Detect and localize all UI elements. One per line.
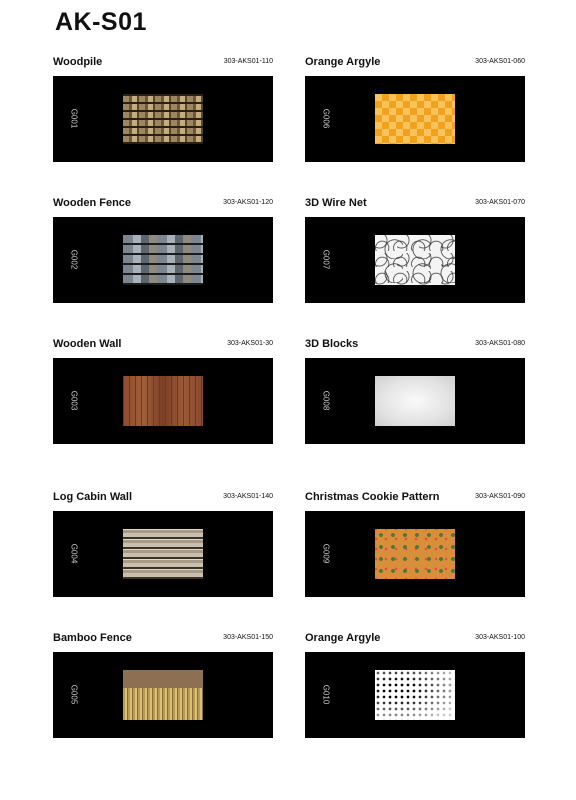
halftone-texture [375, 670, 455, 720]
g-code: G005 [69, 684, 79, 705]
swatch-code: 303-AKS01-100 [475, 634, 525, 641]
swatch-name: Log Cabin Wall [53, 491, 133, 503]
swatch-name: Christmas Cookie Pattern [305, 491, 440, 503]
swatch-name: Wooden Fence [53, 197, 132, 209]
swatch-panel [305, 76, 525, 162]
orange-argyle-texture [375, 94, 455, 144]
blocks-texture [375, 376, 455, 426]
g-code: G007 [321, 249, 331, 270]
swatch-code: 303-AKS01-150 [223, 634, 273, 641]
wire-net-texture [375, 235, 455, 285]
swatch-panel [305, 652, 525, 738]
swatch-code: 303-AKS01-120 [223, 199, 273, 206]
g-code: G003 [69, 390, 79, 411]
swatch-name: 3D Blocks [305, 338, 359, 350]
g-code: G009 [321, 543, 331, 564]
page-title: AK-S01 [55, 8, 147, 36]
swatch-panel [305, 217, 525, 303]
swatch-panel [305, 358, 525, 444]
swatch-panel [53, 76, 273, 162]
swatch-code: 303-AKS01-110 [223, 58, 273, 65]
g-code: G010 [321, 684, 331, 705]
swatch-panel [53, 217, 273, 303]
cookie-texture [375, 529, 455, 579]
swatch-panel [53, 358, 273, 444]
swatch-code: 303-AKS01-060 [475, 58, 525, 65]
wooden-fence-texture [123, 235, 203, 285]
swatch-panel [53, 511, 273, 597]
halftone-dots [375, 670, 455, 720]
swatch-panel [305, 511, 525, 597]
swatch-name: Woodpile [53, 56, 103, 68]
swatch-panel [53, 652, 273, 738]
g-code: G004 [69, 543, 79, 564]
swatch-name: Orange Argyle [305, 56, 381, 68]
swatch-name: Bamboo Fence [53, 632, 132, 644]
woodpile-texture [123, 94, 203, 144]
g-code: G001 [69, 108, 79, 129]
bamboo-texture [123, 670, 203, 720]
swatch-name: Wooden Wall [53, 338, 122, 350]
swatch-code: 303-AKS01-140 [223, 493, 273, 500]
swatch-code: 303-AKS01-090 [475, 493, 525, 500]
log-cabin-texture [123, 529, 203, 579]
wooden-wall-texture [123, 376, 203, 426]
swatch-name: 3D Wire Net [305, 197, 367, 209]
swatch-name: Orange Argyle [305, 632, 381, 644]
g-code: G008 [321, 390, 331, 411]
swatch-code: 303-AKS01-070 [475, 199, 525, 206]
swatch-code: 303-AKS01-080 [475, 340, 525, 347]
swatch-code: 303-AKS01-30 [227, 340, 273, 347]
g-code: G002 [69, 249, 79, 270]
g-code: G006 [321, 108, 331, 129]
